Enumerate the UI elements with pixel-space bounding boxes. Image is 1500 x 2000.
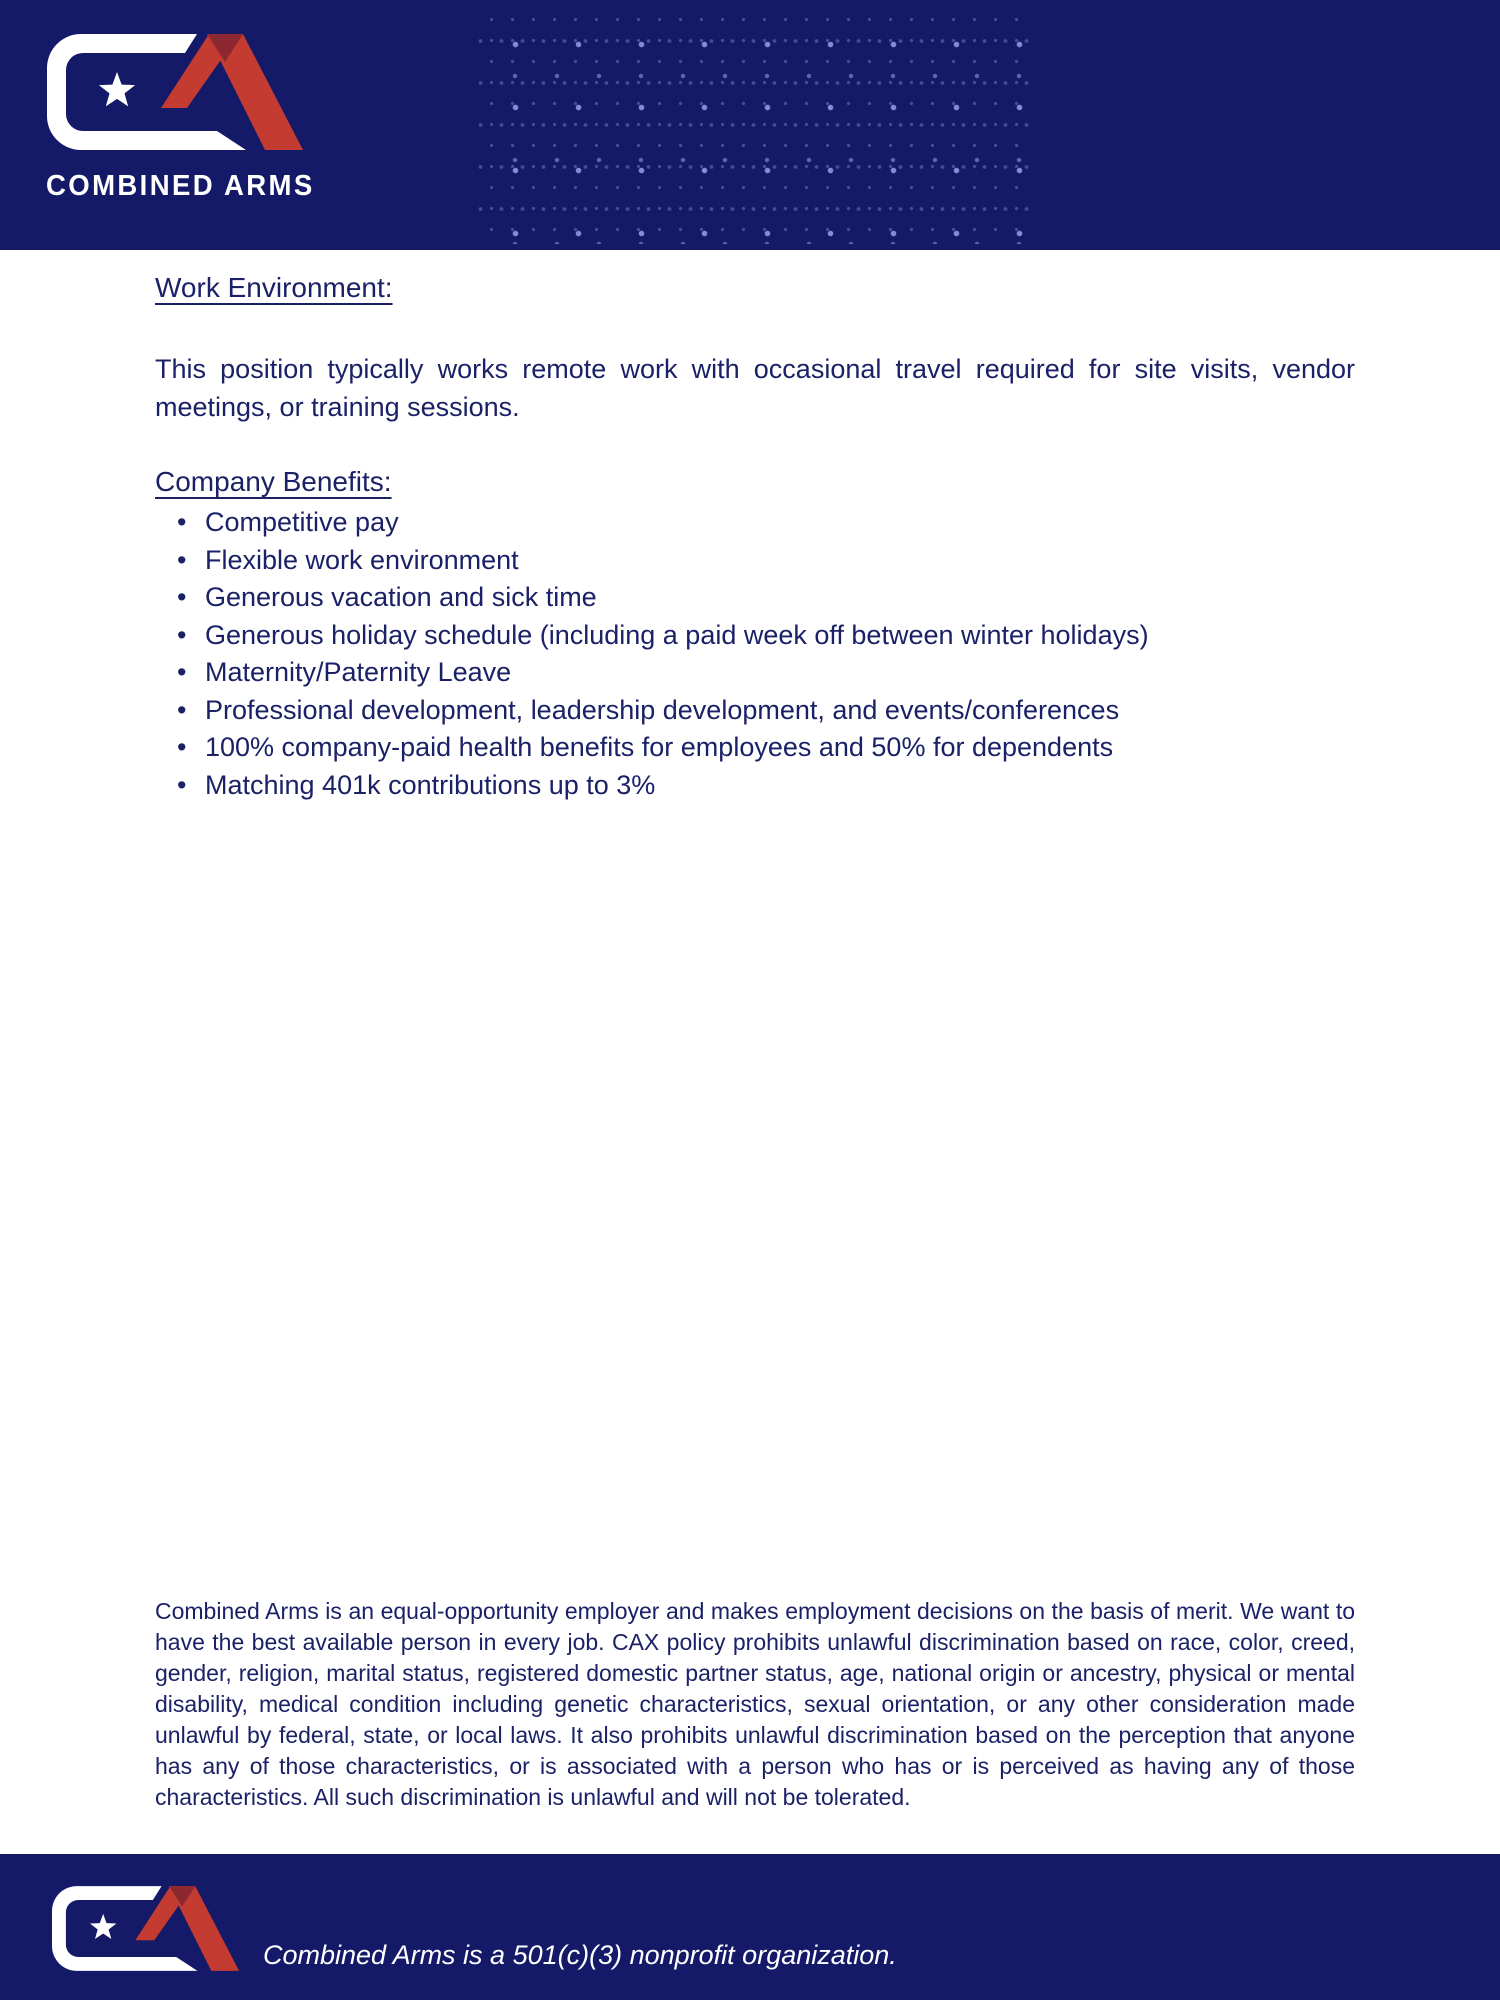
work-environment-paragraph: This position typically works remote work with occasional travel required for site visits, vendor meetings, or training sessions. [155, 354, 1355, 422]
footer-nonprofit-text: Combined Arms is a 501(c)(3) nonprofit organization. [263, 1940, 897, 1970]
benefit-item: • Maternity/Paternity Leave [155, 654, 1355, 692]
brand-wordmark: COMBINED ARMS [46, 170, 315, 202]
benefit-item: • Professional development, leadership development, and events/conferences [155, 692, 1355, 730]
footer-logo-icon [52, 1886, 242, 1971]
benefit-item: • Competitive pay [155, 504, 1355, 542]
benefit-item: • Matching 401k contributions up to 3% [155, 767, 1355, 805]
benefit-item: • Flexible work environment [155, 542, 1355, 580]
dot-pattern [478, 4, 1035, 244]
benefit-item: • 100% company-paid health benefits for employees and 50% for dependents [155, 729, 1355, 767]
company-benefits-heading: Company Benefits: [155, 466, 392, 497]
work-environment-heading: Work Environment: [155, 272, 393, 303]
benefit-item: • Generous holiday schedule (including a paid week off between winter holidays) [155, 617, 1355, 655]
benefit-item: • Generous vacation and sick time [155, 579, 1355, 617]
benefits-list [155, 504, 1355, 804]
eeo-paragraph: Combined Arms is an equal-opportunity employer and makes employment decisions on the basis of merit. We want to have the best available person in every job. CAX policy prohibits unlawful discrimination based on race, color, creed, gender, religion, marital status, registered domestic partner status, age, national origin or ancestry, physical or mental disability, medical condition including genetic characteristics, sexual orientation, or any other consideration made unlawful by federal, state, or local laws. It also prohibits unlawful discrimination based on the perception that anyone has any of those characteristics, or is associated with a person who has or is perceived as having any of those characteristics. All such discrimination is unlawful and will not be tolerated. [155, 1598, 1355, 1810]
combined-arms-logo-icon [47, 34, 307, 150]
